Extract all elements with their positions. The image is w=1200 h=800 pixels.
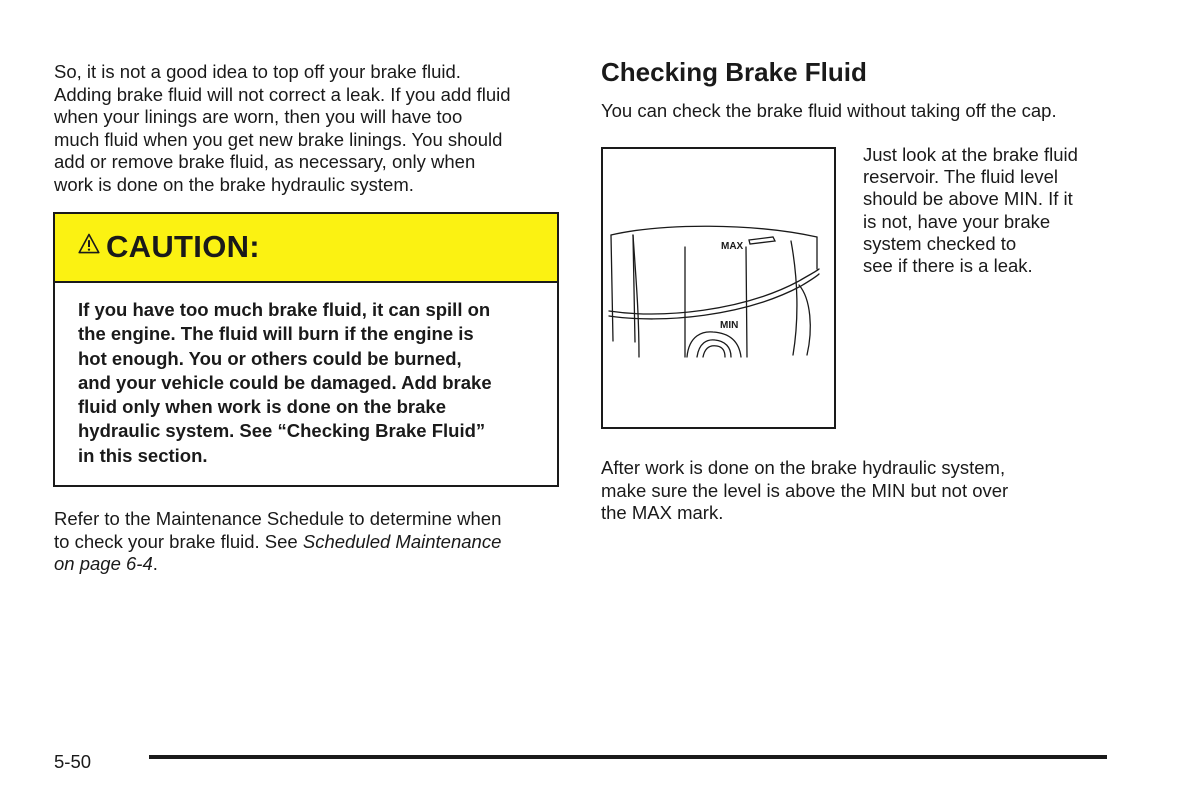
text-line: Just look at the brake fluid xyxy=(863,144,1078,165)
page-number: 5-50 xyxy=(54,751,92,772)
caution-header xyxy=(55,214,557,283)
brake-fluid-reservoir-illustration xyxy=(601,147,836,429)
text-line: much fluid when you get new brake linings. You should xyxy=(54,128,503,150)
refer-paragraph xyxy=(54,508,564,576)
text-line: is not, have your brake xyxy=(863,210,1051,232)
caution-box xyxy=(53,212,559,487)
caution-line: the engine. The fluid will burn if the engine is xyxy=(78,323,474,345)
warning-triangle-icon xyxy=(78,233,100,254)
text-line: the MAX mark. xyxy=(601,502,724,524)
text-line: system checked to xyxy=(863,232,1017,254)
text-line: when your linings are worn, then you will have too xyxy=(54,106,463,128)
cross-reference-link[interactable]: on page 6-4 xyxy=(54,553,153,575)
section-heading: Checking Brake Fluid xyxy=(601,57,867,87)
cross-reference-link[interactable]: Scheduled Maintenance xyxy=(302,530,502,552)
caution-line: hot enough. You or others could be burned, xyxy=(78,347,462,369)
text-line: reservoir. The fluid level xyxy=(863,166,1059,188)
intro-paragraph xyxy=(601,100,1121,123)
caution-line: in this section. xyxy=(78,444,208,466)
caution-line: hydraulic system. See “Checking Brake Fluid” xyxy=(78,420,486,442)
caution-line: and your vehicle could be damaged. Add brake xyxy=(78,371,492,393)
intro-paragraph xyxy=(54,61,564,197)
min-label: MIN xyxy=(720,320,739,331)
text-line: make sure the level is above the MIN but not over xyxy=(601,479,1009,501)
text-line: should be above MIN. If it xyxy=(863,188,1073,210)
after-work-paragraph xyxy=(601,457,1121,525)
reservoir-description xyxy=(863,144,1123,277)
text-line xyxy=(54,531,564,554)
text-line: add or remove brake fluid, as necessary, only when xyxy=(54,151,476,173)
caution-title: CAUTION: xyxy=(106,229,260,264)
text-segment: to check your brake fluid. See xyxy=(54,530,303,552)
caution-line: If you have too much brake fluid, it can spill on xyxy=(78,299,491,320)
text-segment: . xyxy=(152,553,158,575)
text-line: see if there is a leak. xyxy=(863,255,1033,277)
text-line: Refer to the Maintenance Schedule to determine when xyxy=(54,508,502,529)
text-line: Adding brake fluid will not correct a leak. If you add fluid xyxy=(54,83,511,105)
text-line: So, it is not a good idea to top off your brake fluid. xyxy=(54,61,461,82)
text-line: work is done on the brake hydraulic system. xyxy=(54,173,414,195)
text-line: After work is done on the brake hydraulic system, xyxy=(601,457,1006,478)
caution-line: fluid only when work is done on the brake xyxy=(78,396,446,418)
max-label: MAX xyxy=(721,241,744,252)
footer-divider xyxy=(149,755,1107,759)
caution-text xyxy=(78,298,548,468)
text-line: You can check the brake fluid without taking off the cap. xyxy=(601,100,1057,121)
text-line xyxy=(54,553,564,576)
